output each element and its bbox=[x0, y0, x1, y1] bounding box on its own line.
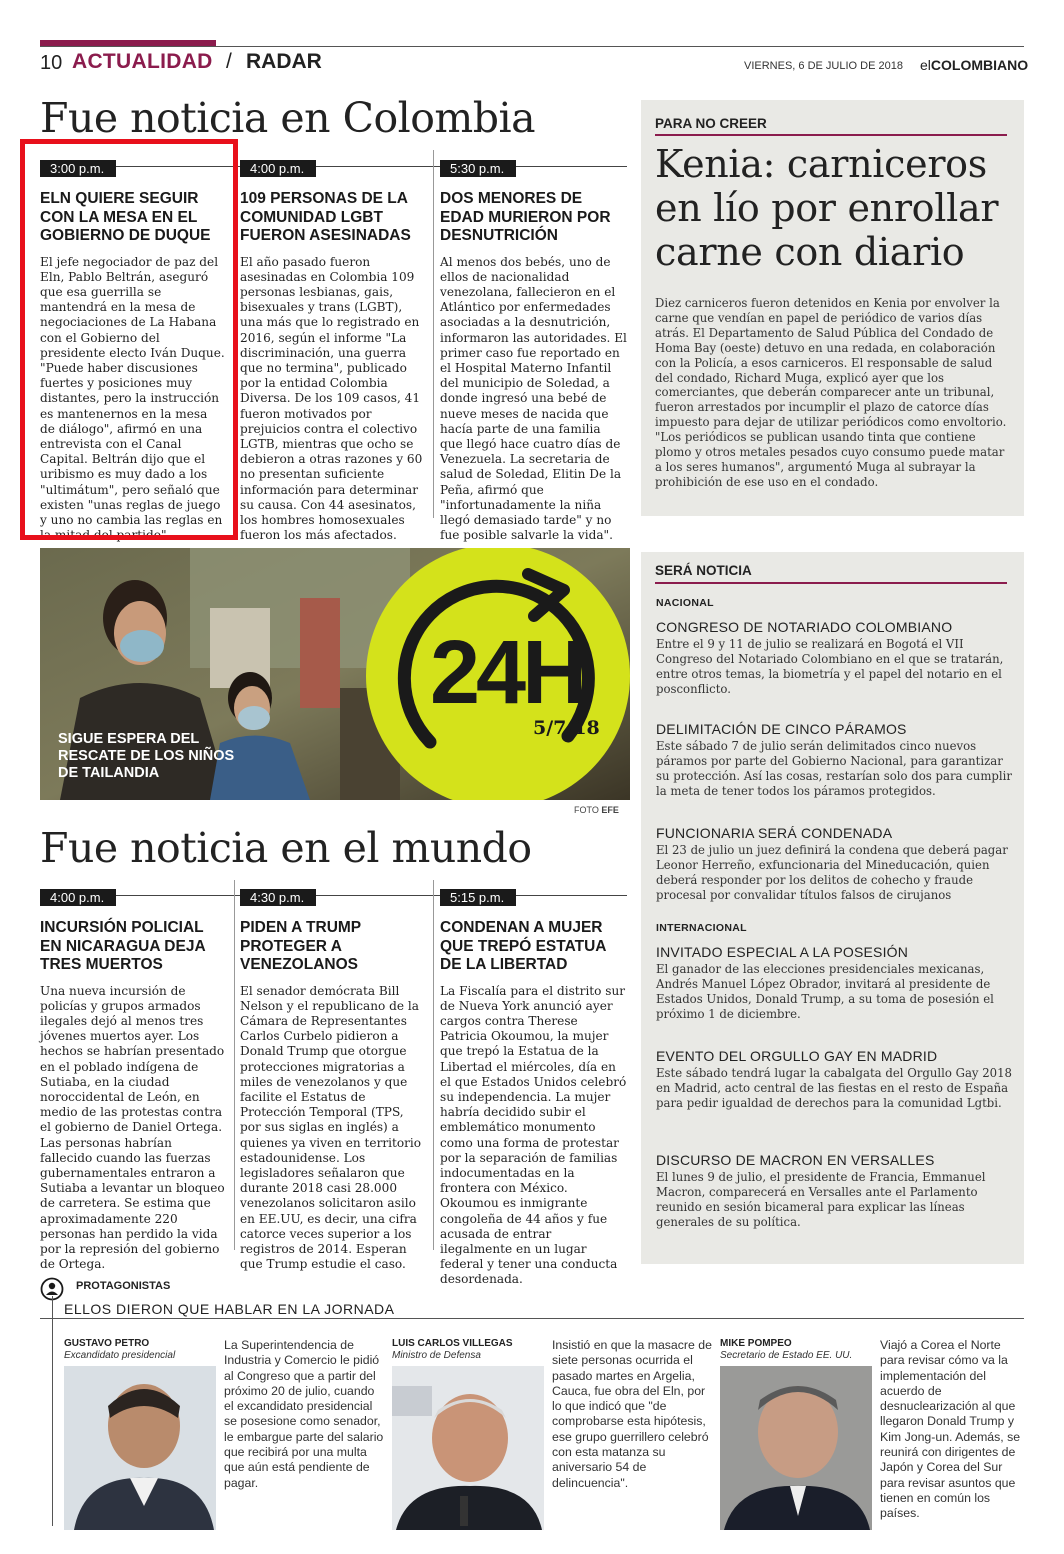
story-headline: 109 PERSONAS DE LA COMUNIDAD LGBT FUERON ASESINADAS bbox=[240, 190, 411, 244]
story-body: El jefe negociador de paz del Eln, Pablo Beltrán, aseguró que esa guerrilla se mantendrá en la mesa de negociaciones de La Habana con el Gobierno del presidente electo Iván Duque. "Puede haber discusiones fuertes y posiciones muy distantes, pero la instrucción es mantenernos en la mesa de diálogo", afirmó en una entrevista con el Canal Capital. Beltrán dijo que el uribismo es muy dado a los "ultimátum", pero señaló que existen "unas reglas de juego y uno no cambia las reglas en la mitad del partido". bbox=[40, 254, 225, 543]
nacional-item bbox=[656, 721, 1016, 799]
colombia-section-title: Fue noticia en Colombia bbox=[40, 94, 536, 142]
item-title: EVENTO DEL ORGULLO GAY EN MADRID bbox=[656, 1048, 938, 1064]
issue-date: VIERNES, 6 DE JULIO DE 2018 bbox=[744, 60, 903, 72]
column-divider bbox=[433, 880, 434, 1250]
item-body: Este sábado tendrá lugar la cabalgata del Orgullo Gay 2018 en Madrid, acto central de las fiestas en el resto de España para pedir igualdad de derechos para la comunidad Lgtbi. bbox=[656, 1066, 1012, 1110]
item-body: El lunes 9 de julio, el presidente de Francia, Emmanuel Macron, comparecerá en Versalles ante el Parlamento reunido en sesión bicameral para explicar las líneas generales de su política. bbox=[656, 1170, 986, 1229]
internacional-label: INTERNACIONAL bbox=[656, 922, 747, 934]
item-body: El ganador de las elecciones presidenciales mexicanas, Andrés Manuel López Obrador, invitará al presidente de Estados Unidos, Donald Trump, a su toma de posesión el próximo 1 de diciembre. bbox=[656, 962, 994, 1021]
person-role: Excandidato presidencial bbox=[64, 1350, 176, 1361]
portrait-illustration bbox=[720, 1366, 872, 1530]
item-body: El 23 de julio un juez definirá la condena que deberá pagar Leonor Herreño, exfuncionaria del Mineducación, quien deberá responder por los delitos de cohecho y fraude procesal por convalidar títulos falsos de cirujanos bbox=[656, 843, 1008, 902]
story-body: El año pasado fueron asesinadas en Colombia 109 personas lesbianas, gais, bisexuales y trans (LGBT), una más que lo registrado en 2016, según el informe "La discriminación, una guerra que no termina", publicado por la entidad Colombia Diversa. De los 109 casos, 41 fueron motivados por prejuicios contra el colectivo LGTB, mientras que ocho se debieron a otras razones y 60 no presentan suficiente información para determinar su causa. Con 44 asesinatos, los hombres homosexuales fueron los más afectados. bbox=[240, 254, 423, 543]
item-title: DISCURSO DE MACRON EN VERSALLES bbox=[656, 1152, 935, 1168]
story-time: 5:15 p.m. bbox=[440, 889, 516, 906]
section-separator: / bbox=[226, 50, 232, 73]
internacional-item bbox=[656, 1048, 1016, 1111]
highlight-box bbox=[20, 139, 238, 540]
credit-source: EFE bbox=[601, 805, 619, 815]
news-photo bbox=[40, 548, 630, 800]
subsection-name: RADAR bbox=[246, 50, 322, 73]
person-role: Secretario de Estado EE. UU. bbox=[720, 1350, 853, 1361]
header-rule bbox=[40, 46, 1024, 47]
internacional-item bbox=[656, 944, 1016, 1022]
story-headline: INCURSIÓN POLICIAL EN NICARAGUA DEJA TRES MUERTOS bbox=[40, 919, 206, 973]
brand-prefix: el bbox=[920, 57, 931, 73]
person-text: La Superintendencia de Industria y Comercio le pidió al Congreso que a partir del próximo 20 de julio, cuando el excandidato presidencial se posesione como senador, le embargue parte del salario que recibirá por una multa que aún está pendiente de pagar. bbox=[224, 1338, 384, 1490]
nacional-label: NACIONAL bbox=[656, 597, 714, 609]
mundo-story-2 bbox=[240, 887, 426, 1272]
para-no-creer-body: Diez carniceros fueron detenidos en Kenia por envolver la carne que vendían en papel de periódico de varios días atrás. El Departamento de Salud Pública del Condado de Homa Bay (oeste) detuvo en una redada, en colaboración con la Policía, a esos carniceros. El responsable de salud del condado, Richard Muga, explicó ayer que los comerciantes, que deberán comparecer ante un tribunal, fueron arrestados por incumplir el plazo de catorce días impuesto para dejar de utilizar periódicos como envoltorio. "Los periódicos se publican usando tinta que contiene plomo y otros metales pesados cuyo consumo puede matar a los seres humanos", argumentó Muga al subrayar la prohibición de ese uso en el condado. bbox=[655, 296, 1007, 489]
nacional-item bbox=[656, 825, 1016, 903]
story-time: 4:30 p.m. bbox=[240, 889, 316, 906]
story-body: El senador demócrata Bill Nelson y el republicano de la Cámara de Representantes Carlos Curbelo pidieron a Donald Trump que otorgue protecciones migratorias a miles de venezolanos y que facilite el Estatus de Protección Temporal (TPS, por sus siglas en inglés) a quienes ya viven en territorio estadounidense. Los legisladores señalaron que durante 2018 casi 28.000 venezolanos solicitaron asilo en EE.UU, es decir, una cifra catorce veces superior a los registros de 2014. Esperan que Trump estudie el caso. bbox=[240, 983, 422, 1272]
person-photo bbox=[720, 1366, 872, 1530]
photo-credit bbox=[574, 805, 619, 815]
story-time: 4:00 p.m. bbox=[240, 160, 316, 177]
sera-noticia-label: SERÁ NOTICIA bbox=[655, 563, 752, 578]
column-divider bbox=[234, 880, 235, 1250]
person-name: MIKE POMPEO bbox=[720, 1338, 792, 1349]
item-body: Entre el 9 y 11 de julio se realizará en Bogotá el VII Congreso del Notariado Colombiano en el que se tratarán, entre otros temas, la biometría y el papel del notario en el posconflicto. bbox=[656, 637, 1004, 696]
para-no-creer-label: PARA NO CREER bbox=[655, 116, 767, 131]
sera-noticia-rule bbox=[655, 582, 1007, 584]
page-number: 10 bbox=[40, 52, 63, 74]
item-title: CONGRESO DE NOTARIADO COLOMBIANO bbox=[656, 619, 953, 635]
column-divider bbox=[433, 150, 434, 518]
story-time: 5:30 p.m. bbox=[440, 160, 516, 177]
story-headline: ELN QUIERE SEGUIR CON LA MESA EN EL GOBIERNO DE DUQUE bbox=[40, 190, 211, 244]
credit-prefix: FOTO bbox=[574, 805, 599, 815]
story-headline: PIDEN A TRUMP PROTEGER A VENEZOLANOS bbox=[240, 919, 361, 973]
person-icon bbox=[40, 1277, 66, 1301]
story-headline: CONDENAN A MUJER QUE TREPÓ ESTATUA DE LA LIBERTAD bbox=[440, 919, 606, 973]
colombia-story-2 bbox=[240, 158, 426, 543]
portrait-illustration bbox=[392, 1366, 544, 1530]
mundo-story-3 bbox=[440, 887, 627, 1288]
section-name: ACTUALIDAD bbox=[72, 50, 213, 73]
portrait-illustration bbox=[64, 1366, 216, 1530]
para-no-creer-rule bbox=[655, 134, 1007, 136]
story-body: La Fiscalía para el distrito sur de Nueva York anunció ayer cargos contra Therese Patricia Okoumou, la mujer que trepó la Estatua de la Libertad el miércoles, día en el que Estados Unidos celebró su independencia. La mujer habría decidido subir el emblemático monumento como una forma de protestar por la separación de familias indocumentadas en la frontera con México. Okoumou es inmigrante congoleña de 44 años y fue acusada de entrar ilegalmente en un lugar federal y tener una conducta desordenada. bbox=[440, 983, 627, 1287]
nacional-item bbox=[656, 619, 1016, 697]
person-name: LUIS CARLOS VILLEGAS bbox=[392, 1338, 513, 1349]
photo-caption: SIGUE ESPERA DEL RESCATE DE LOS NIÑOS DE TAILANDIA bbox=[58, 731, 235, 781]
item-title: INVITADO ESPECIAL A LA POSESIÓN bbox=[656, 944, 909, 960]
protagonistas-subtitle: ELLOS DIERON QUE HABLAR EN LA JORNADA bbox=[64, 1301, 395, 1317]
person-text: Viajó a Corea el Norte para revisar cómo va la implementación del acuerdo de desnuclearización al que llegaron Donald Trump y Kim Jong-un. Además, se reunirá con dirigentes de Japón y Corea del Sur para revisar asuntos que tienen en común los países. bbox=[880, 1338, 1021, 1521]
protagonistas-label: PROTAGONISTAS bbox=[76, 1280, 171, 1292]
brand-name: COLOMBIANO bbox=[930, 57, 1029, 73]
mundo-section-title: Fue noticia en el mundo bbox=[40, 824, 532, 872]
colombia-story-3 bbox=[440, 158, 627, 543]
story-body: Al menos dos bebés, uno de ellos de nacionalidad venezolana, fallecieron en el Atlántico por enfermedades asociadas a la desnutrición, informaron las autoridades. El primer caso fue reportado en el Hospital Materno Infantil del municipio de Soledad, a donde ingresó una bebé de nueve meses de nacida que hacía parte de una familia que llegó hace cuatro días de Venezuela. La secretaria de salud de Soledad, Elitin De la Peña, afirmó que "infortunadamente la niña llegó demasiado tarde" y no fue posible salvarle la vida". bbox=[440, 254, 627, 543]
person-name: GUSTAVO PETRO bbox=[64, 1338, 150, 1349]
badge-24h-text: 24H bbox=[430, 623, 584, 723]
item-title: DELIMITACIÓN DE CINCO PÁRAMOS bbox=[656, 721, 907, 737]
person-text: Insistió en que la masacre de siete personas ocurrida el pasado martes en Argelia, Cauca, fue obra del Eln, por lo que indicó que "de comprobarse esta hipótesis, ese grupo guerrillero celebró con esta matanza su aniversario 54 de delincuencia". bbox=[552, 1338, 712, 1490]
protagonistas-rule bbox=[40, 1318, 1024, 1319]
internacional-item bbox=[656, 1152, 1016, 1230]
story-time: 4:00 p.m. bbox=[40, 889, 116, 906]
person-photo bbox=[392, 1366, 544, 1530]
story-time: 3:00 p.m. bbox=[40, 160, 116, 177]
item-title: FUNCIONARIA SERÁ CONDENADA bbox=[656, 825, 893, 841]
story-body: Una nueva incursión de policías y grupos armados ilegales dejó al menos tres jóvenes muertos ayer. Los hechos se habrían presentado en el poblado indígena de Sutiaba, en la ciudad noroccidental de León, en medio de las protestas contra el gobierno de Daniel Ortega. Las personas habrían fallecido cuando las fuerzas gubernamentales entraron a Sutiaba a levantar un bloqueo de carretera. Se estima que aproximadamente 220 personas han perdido la vida por la represión del gobierno de Ortega. bbox=[40, 983, 225, 1272]
item-body: Este sábado 7 de julio serán delimitados cinco nuevos páramos por parte del Gobierno Nacional, para garantizar su protección. Así las cosas, restarían solo dos para cumplir la meta de tener todos los páramos protegidos. bbox=[656, 739, 1012, 798]
protagonistas-side-rule bbox=[52, 1296, 53, 1526]
brand-logo bbox=[920, 57, 1028, 73]
story-headline: DOS MENORES DE EDAD MURIERON POR DESNUTRICIÓN bbox=[440, 190, 611, 244]
para-no-creer-title: Kenia: carniceros en lío por enrollar carne con diario bbox=[655, 142, 999, 274]
person-photo bbox=[64, 1366, 216, 1530]
badge-date: 5/7/18 bbox=[533, 717, 600, 739]
mundo-story-1 bbox=[40, 887, 226, 1272]
person-role: Ministro de Defensa bbox=[392, 1350, 481, 1361]
